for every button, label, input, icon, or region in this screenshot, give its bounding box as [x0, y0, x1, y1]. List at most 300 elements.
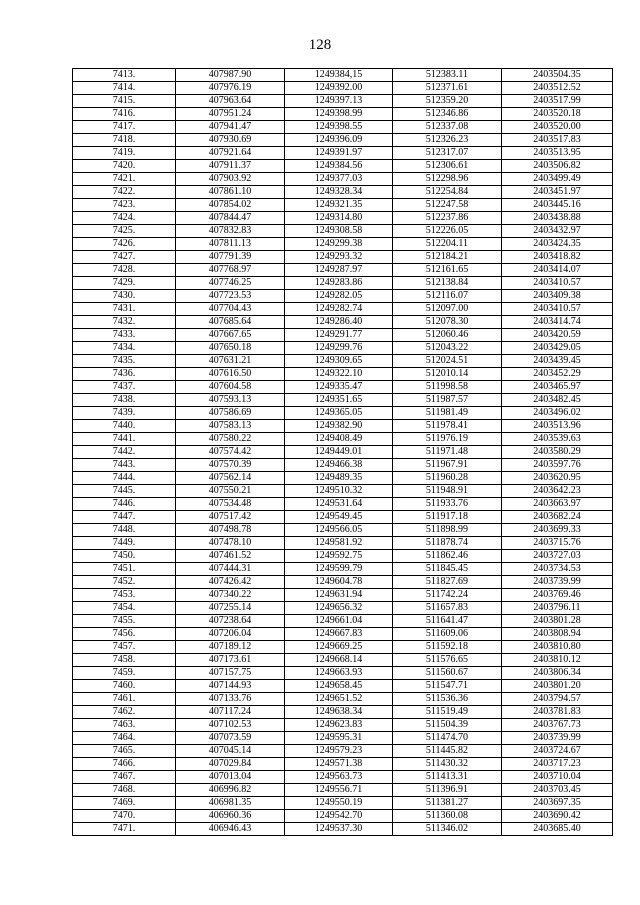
table-cell: 1249286.40	[285, 316, 393, 329]
table-cell: 1249321.35	[285, 199, 393, 212]
table-cell: 2403703.45	[502, 784, 613, 797]
table-cell: 1249282.74	[285, 303, 393, 316]
table-cell: 7420.	[73, 160, 176, 173]
table-row	[73, 199, 613, 212]
table-cell: 512060.46	[393, 329, 502, 342]
table-cell: 7439.	[73, 407, 176, 420]
table-row	[73, 160, 613, 173]
table-cell: 2403465.97	[502, 381, 613, 394]
table-cell: 2403432.97	[502, 225, 613, 238]
table-cell: 1249581.92	[285, 537, 393, 550]
table-row	[73, 823, 613, 836]
table-cell: 407570.39	[176, 459, 285, 472]
table-cell: 511898.99	[393, 524, 502, 537]
table-row	[73, 342, 613, 355]
table-cell: 1249283.86	[285, 277, 393, 290]
table-cell: 1249663.93	[285, 667, 393, 680]
table-cell: 2403410.57	[502, 277, 613, 290]
table-cell: 512254.84	[393, 186, 502, 199]
table-cell: 7459.	[73, 667, 176, 680]
table-cell: 1249391.97	[285, 147, 393, 160]
table-row	[73, 641, 613, 654]
table-cell: 1249537.30	[285, 823, 393, 836]
table-cell: 1249377.03	[285, 173, 393, 186]
table-cell: 2403424.35	[502, 238, 613, 251]
table-cell: 2403685.40	[502, 823, 613, 836]
table-cell: 512226.05	[393, 225, 502, 238]
table-cell: 2403781.83	[502, 706, 613, 719]
table-row	[73, 264, 613, 277]
table-row	[73, 381, 613, 394]
table-row	[73, 485, 613, 498]
table-cell: 2403727.03	[502, 550, 613, 563]
table-cell: 511346.02	[393, 823, 502, 836]
table-row	[73, 498, 613, 511]
table-row	[73, 719, 613, 732]
table-cell: 7430.	[73, 290, 176, 303]
table-cell: 2403642.23	[502, 485, 613, 498]
table-cell: 2403517.83	[502, 134, 613, 147]
table-cell: 512161.65	[393, 264, 502, 277]
table-cell: 7464.	[73, 732, 176, 745]
table-row	[73, 511, 613, 524]
table-cell: 1249579.23	[285, 745, 393, 758]
table-cell: 407616.50	[176, 368, 285, 381]
table-cell: 406960.36	[176, 810, 285, 823]
table-cell: 2403409.38	[502, 290, 613, 303]
table-cell: 511987.57	[393, 394, 502, 407]
table-cell: 1249308.58	[285, 225, 393, 238]
table-cell: 1249604.78	[285, 576, 393, 589]
table-row	[73, 771, 613, 784]
table-cell: 1249287.97	[285, 264, 393, 277]
table-cell: 407444.31	[176, 563, 285, 576]
table-cell: 511445.82	[393, 745, 502, 758]
table-cell: 7469.	[73, 797, 176, 810]
table-cell: 511933.76	[393, 498, 502, 511]
table-cell: 2403451.97	[502, 186, 613, 199]
table-cell: 512097.00	[393, 303, 502, 316]
table-cell: 511413.31	[393, 771, 502, 784]
table-cell: 2403734.53	[502, 563, 613, 576]
table-cell: 1249638.34	[285, 706, 393, 719]
table-cell: 7465.	[73, 745, 176, 758]
table-cell: 407133.76	[176, 693, 285, 706]
table-row	[73, 329, 613, 342]
table-row	[73, 732, 613, 745]
table-cell: 1249449.01	[285, 446, 393, 459]
table-row	[73, 121, 613, 134]
table-cell: 7415.	[73, 95, 176, 108]
table-cell: 1249309.65	[285, 355, 393, 368]
table-cell: 2403414.07	[502, 264, 613, 277]
table-row	[73, 394, 613, 407]
table-cell: 407534.48	[176, 498, 285, 511]
table-row	[73, 758, 613, 771]
table-cell: 407550.21	[176, 485, 285, 498]
table-cell: 511948.91	[393, 485, 502, 498]
table-cell: 2403452.29	[502, 368, 613, 381]
table-row	[73, 680, 613, 693]
table-row	[73, 82, 613, 95]
table-cell: 7452.	[73, 576, 176, 589]
table-cell: 2403717.23	[502, 758, 613, 771]
table-cell: 7432.	[73, 316, 176, 329]
table-cell: 1249661.04	[285, 615, 393, 628]
table-cell: 7425.	[73, 225, 176, 238]
table-cell: 512371.61	[393, 82, 502, 95]
table-cell: 2403697.35	[502, 797, 613, 810]
table-cell: 2403506.82	[502, 160, 613, 173]
table-cell: 511967.91	[393, 459, 502, 472]
coordinates-table	[72, 68, 613, 836]
table-cell: 407861.10	[176, 186, 285, 199]
table-row	[73, 355, 613, 368]
table-cell: 407844.47	[176, 212, 285, 225]
table-cell: 7467.	[73, 771, 176, 784]
table-cell: 7414.	[73, 82, 176, 95]
table-cell: 2403801.28	[502, 615, 613, 628]
table-cell: 511519.49	[393, 706, 502, 719]
table-cell: 2403504.35	[502, 69, 613, 82]
table-cell: 7416.	[73, 108, 176, 121]
table-cell: 1249556.71	[285, 784, 393, 797]
table-cell: 1249651.52	[285, 693, 393, 706]
table-cell: 406996.82	[176, 784, 285, 797]
table-cell: 1249408.49	[285, 433, 393, 446]
table-cell: 407963.64	[176, 95, 285, 108]
table-row	[73, 589, 613, 602]
table-cell: 2403539.63	[502, 433, 613, 446]
table-cell: 512237.86	[393, 212, 502, 225]
table-row	[73, 446, 613, 459]
table-cell: 7426.	[73, 238, 176, 251]
table-cell: 512359.20	[393, 95, 502, 108]
table-cell: 1249299.76	[285, 342, 393, 355]
table-row	[73, 316, 613, 329]
table-cell: 7458.	[73, 654, 176, 667]
table-cell: 407478.10	[176, 537, 285, 550]
table-cell: 7441.	[73, 433, 176, 446]
table-cell: 2403513.96	[502, 420, 613, 433]
table-cell: 407593.13	[176, 394, 285, 407]
table-cell: 2403801.20	[502, 680, 613, 693]
table-cell: 7457.	[73, 641, 176, 654]
table-cell: 7460.	[73, 680, 176, 693]
table-cell: 1249656.32	[285, 602, 393, 615]
table-cell: 1249531.64	[285, 498, 393, 511]
table-cell: 1249592.75	[285, 550, 393, 563]
table-cell: 407650.18	[176, 342, 285, 355]
table-cell: 2403682.24	[502, 511, 613, 524]
table-cell: 7453.	[73, 589, 176, 602]
table-cell: 407746.25	[176, 277, 285, 290]
table-cell: 407976.19	[176, 82, 285, 95]
table-cell: 7448.	[73, 524, 176, 537]
table-cell: 511878.74	[393, 537, 502, 550]
table-cell: 1249293.32	[285, 251, 393, 264]
table-cell: 407102.53	[176, 719, 285, 732]
table-cell: 512317.07	[393, 147, 502, 160]
table-cell: 1249291.77	[285, 329, 393, 342]
table-cell: 2403739.99	[502, 732, 613, 745]
table-cell: 511474.70	[393, 732, 502, 745]
table-cell: 1249549.45	[285, 511, 393, 524]
table-row	[73, 134, 613, 147]
table-cell: 511971.48	[393, 446, 502, 459]
table-cell: 407583.13	[176, 420, 285, 433]
table-row	[73, 654, 613, 667]
table-cell: 512326.23	[393, 134, 502, 147]
table-cell: 407987.90	[176, 69, 285, 82]
table-cell: 2403445.16	[502, 199, 613, 212]
table-cell: 2403520.00	[502, 121, 613, 134]
table-cell: 512043.22	[393, 342, 502, 355]
table-cell: 1249489.35	[285, 472, 393, 485]
table-cell: 407206.04	[176, 628, 285, 641]
table-cell: 1249382.90	[285, 420, 393, 433]
table-cell: 406946.43	[176, 823, 285, 836]
table-cell: 7461.	[73, 693, 176, 706]
table-row	[73, 706, 613, 719]
table-cell: 7434.	[73, 342, 176, 355]
table-cell: 1249392.00	[285, 82, 393, 95]
table-row	[73, 472, 613, 485]
table-cell: 7470.	[73, 810, 176, 823]
table-cell: 511381.27	[393, 797, 502, 810]
table-row	[73, 238, 613, 251]
table-cell: 512346.86	[393, 108, 502, 121]
table-cell: 1249351.65	[285, 394, 393, 407]
table-cell: 7466.	[73, 758, 176, 771]
table-cell: 2403810.80	[502, 641, 613, 654]
table-row	[73, 407, 613, 420]
table-cell: 7428.	[73, 264, 176, 277]
table-cell: 407157.75	[176, 667, 285, 680]
table-cell: 7419.	[73, 147, 176, 160]
table-row	[73, 615, 613, 628]
table-cell: 407667.65	[176, 329, 285, 342]
table-cell: 7423.	[73, 199, 176, 212]
table-cell: 2403663.97	[502, 498, 613, 511]
table-cell: 511609.06	[393, 628, 502, 641]
table-cell: 407723.53	[176, 290, 285, 303]
table-cell: 7471.	[73, 823, 176, 836]
table-row	[73, 225, 613, 238]
table-cell: 1249510.32	[285, 485, 393, 498]
table-cell: 1249398.99	[285, 108, 393, 121]
table-cell: 407498.78	[176, 524, 285, 537]
table-cell: 407768.97	[176, 264, 285, 277]
table-cell: 407340.22	[176, 589, 285, 602]
table-cell: 511862.46	[393, 550, 502, 563]
table-row	[73, 537, 613, 550]
table-cell: 407704.43	[176, 303, 285, 316]
table-cell: 2403482.45	[502, 394, 613, 407]
table-cell: 407911.37	[176, 160, 285, 173]
table-cell: 2403520.18	[502, 108, 613, 121]
table-cell: 1249396.09	[285, 134, 393, 147]
table-cell: 1249631.94	[285, 589, 393, 602]
table-cell: 2403414.74	[502, 316, 613, 329]
table-row	[73, 576, 613, 589]
table-cell: 2403499.49	[502, 173, 613, 186]
table-cell: 1249623.83	[285, 719, 393, 732]
table-cell: 7443.	[73, 459, 176, 472]
table-cell: 511547.71	[393, 680, 502, 693]
table-cell: 1249550.19	[285, 797, 393, 810]
table-cell: 2403724.67	[502, 745, 613, 758]
table-cell: 2403710.04	[502, 771, 613, 784]
table-row	[73, 69, 613, 82]
table-cell: 1249667.83	[285, 628, 393, 641]
table-cell: 2403806.34	[502, 667, 613, 680]
table-cell: 407604.58	[176, 381, 285, 394]
table-row	[73, 368, 613, 381]
table-cell: 407426.42	[176, 576, 285, 589]
table-cell: 407941.47	[176, 121, 285, 134]
table-cell: 7454.	[73, 602, 176, 615]
table-cell: 7449.	[73, 537, 176, 550]
table-cell: 1249322.10	[285, 368, 393, 381]
table-cell: 511396.91	[393, 784, 502, 797]
page-number: 128	[308, 37, 332, 53]
table-cell: 512306.61	[393, 160, 502, 173]
table-cell: 7456.	[73, 628, 176, 641]
table-cell: 7442.	[73, 446, 176, 459]
table-cell: 512204.11	[393, 238, 502, 251]
table-cell: 407854.02	[176, 199, 285, 212]
table-cell: 1249669.25	[285, 641, 393, 654]
table-cell: 2403418.82	[502, 251, 613, 264]
table-row	[73, 459, 613, 472]
table-cell: 2403620.95	[502, 472, 613, 485]
table-cell: 1249542.70	[285, 810, 393, 823]
table-cell: 1249466.38	[285, 459, 393, 472]
table-cell: 407189.12	[176, 641, 285, 654]
table-cell: 2403512.52	[502, 82, 613, 95]
table-cell: 7440.	[73, 420, 176, 433]
table-cell: 511960.28	[393, 472, 502, 485]
table-cell: 1249571.38	[285, 758, 393, 771]
table-cell: 511504.39	[393, 719, 502, 732]
table-cell: 512024.51	[393, 355, 502, 368]
table-row	[73, 745, 613, 758]
table-cell: 2403767.73	[502, 719, 613, 732]
table-cell: 512078.30	[393, 316, 502, 329]
table-row	[73, 212, 613, 225]
table-cell: 407930.69	[176, 134, 285, 147]
table-cell: 511576.65	[393, 654, 502, 667]
table-row	[73, 95, 613, 108]
table-cell: 407791.39	[176, 251, 285, 264]
table-row	[73, 108, 613, 121]
table-cell: 2403580.29	[502, 446, 613, 459]
table-cell: 407013.04	[176, 771, 285, 784]
table-cell: 2403810.12	[502, 654, 613, 667]
table-cell: 406981.35	[176, 797, 285, 810]
table-cell: 7447.	[73, 511, 176, 524]
table-cell: 7433.	[73, 329, 176, 342]
table-cell: 407238.64	[176, 615, 285, 628]
table-cell: 7424.	[73, 212, 176, 225]
table-cell: 7435.	[73, 355, 176, 368]
table-cell: 511998.58	[393, 381, 502, 394]
table-cell: 7421.	[73, 173, 176, 186]
table-cell: 407580.22	[176, 433, 285, 446]
table-cell: 1249384,15	[285, 69, 393, 82]
table-row	[73, 420, 613, 433]
table-cell: 2403699.33	[502, 524, 613, 537]
table-cell: 512247.58	[393, 199, 502, 212]
table-cell: 512184.21	[393, 251, 502, 264]
table-cell: 2403517.99	[502, 95, 613, 108]
table-row	[73, 277, 613, 290]
table-cell: 407461.52	[176, 550, 285, 563]
table-cell: 2403715.76	[502, 537, 613, 550]
table-cell: 407951.24	[176, 108, 285, 121]
table-row	[73, 186, 613, 199]
table-cell: 407903.92	[176, 173, 285, 186]
table-cell: 2403420.59	[502, 329, 613, 342]
table-row	[73, 784, 613, 797]
table-cell: 1249566.05	[285, 524, 393, 537]
table-row	[73, 797, 613, 810]
table-cell: 2403513.95	[502, 147, 613, 160]
table-cell: 407562.14	[176, 472, 285, 485]
table-cell: 7431.	[73, 303, 176, 316]
table-row	[73, 173, 613, 186]
table-cell: 7468.	[73, 784, 176, 797]
table-cell: 511592.18	[393, 641, 502, 654]
table-cell: 511657.83	[393, 602, 502, 615]
table-cell: 407029.84	[176, 758, 285, 771]
table-cell: 407574.42	[176, 446, 285, 459]
table-body	[73, 69, 613, 836]
table-cell: 512298.96	[393, 173, 502, 186]
table-cell: 511976.19	[393, 433, 502, 446]
table-cell: 1249384.56	[285, 160, 393, 173]
table-cell: 2403439.45	[502, 355, 613, 368]
table-row	[73, 602, 613, 615]
table-cell: 407255.14	[176, 602, 285, 615]
table-row	[73, 303, 613, 316]
table-cell: 2403690.42	[502, 810, 613, 823]
table-cell: 1249397.13	[285, 95, 393, 108]
table-cell: 2403597.76	[502, 459, 613, 472]
table-cell: 2403808.94	[502, 628, 613, 641]
table-cell: 512010.14	[393, 368, 502, 381]
table-cell: 1249595.31	[285, 732, 393, 745]
table-cell: 407811.13	[176, 238, 285, 251]
table-cell: 7451.	[73, 563, 176, 576]
table-cell: 512337.08	[393, 121, 502, 134]
table-row	[73, 693, 613, 706]
table-cell: 7413.	[73, 69, 176, 82]
table-cell: 7436.	[73, 368, 176, 381]
table-cell: 407117.24	[176, 706, 285, 719]
table-cell: 1249314.80	[285, 212, 393, 225]
table-row	[73, 550, 613, 563]
table-row	[73, 667, 613, 680]
table-cell: 511845.45	[393, 563, 502, 576]
table-cell: 407586.69	[176, 407, 285, 420]
table-cell: 7446.	[73, 498, 176, 511]
table-row	[73, 251, 613, 264]
table-cell: 1249365.05	[285, 407, 393, 420]
table-cell: 511536.36	[393, 693, 502, 706]
table-cell: 7455.	[73, 615, 176, 628]
